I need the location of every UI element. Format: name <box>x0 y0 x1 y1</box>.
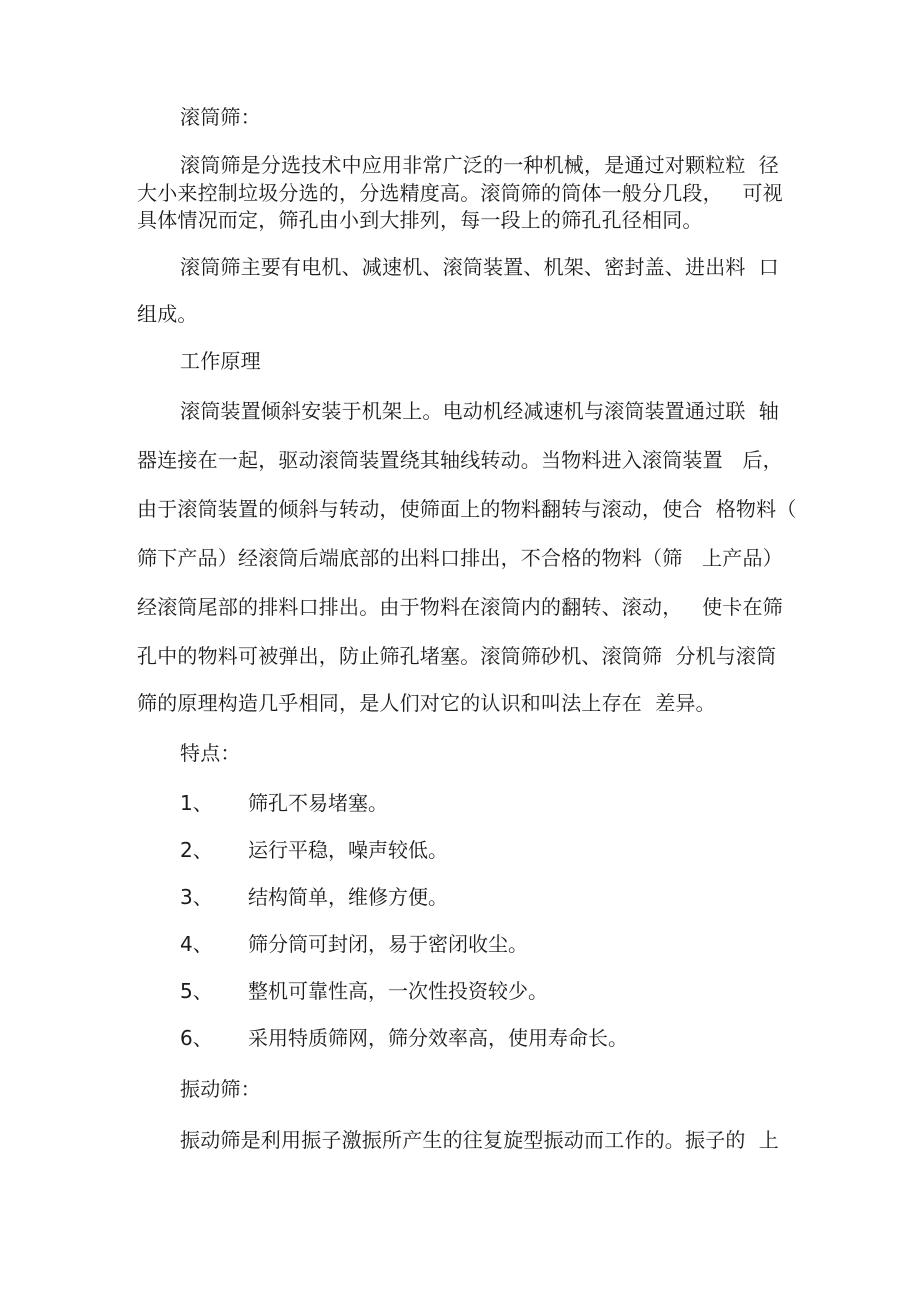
paragraph-line: 滚筒筛是分选技术中应用非常广泛的一种机械，是通过对颗粒粒 径 <box>180 153 779 177</box>
list-item-text: 采用特质筛网，筛分效率高，使用寿命长。 <box>248 1026 628 1050</box>
paragraph-line: 滚筒装置倾斜安装于机架上。电动机经减速机与滚筒装置通过联 轴 <box>180 399 779 423</box>
paragraph-line: 滚筒筛主要有电机、减速机、滚筒装置、机架、密封盖、进出料 口 <box>180 255 779 279</box>
section-heading-working-principle: 工作原理 <box>180 349 261 373</box>
paragraph-line: 具体情况而定，筛孔由小到大排列，每一段上的筛孔孔径相同。 <box>137 208 703 232</box>
list-item-text: 运行平稳，噪声较低。 <box>248 838 448 862</box>
list-item-text: 筛分筒可封闭，易于密闭收尘。 <box>248 932 528 956</box>
list-item-number: 2、 <box>180 838 213 862</box>
list-item-number: 1、 <box>180 791 213 815</box>
list-item-number: 6、 <box>180 1026 213 1050</box>
section-heading-features: 特点： <box>180 741 241 765</box>
paragraph-line: 孔中的物料可被弹出，防止筛孔堵塞。滚筒筛砂机、滚筒筛 分机与滚筒 <box>137 644 777 668</box>
list-item-text: 结构简单，维修方便。 <box>248 885 448 909</box>
list-item-text: 整机可靠性高，一次性投资较少。 <box>248 979 548 1003</box>
list-item-number: 5、 <box>180 979 213 1003</box>
paragraph-line: 组成。 <box>137 302 198 326</box>
section-heading-vibrating-screen: 振动筛： <box>180 1077 261 1101</box>
paragraph-line: 筛下产品）经滚筒后端底部的出料口排出，不合格的物料（筛 上产品） <box>137 546 783 570</box>
paragraph-line: 振动筛是利用振子激振所产生的往复旋型振动而工作的。振子的 上 <box>180 1128 779 1152</box>
list-item-number: 4、 <box>180 932 213 956</box>
list-item-number: 3、 <box>180 885 213 909</box>
paragraph-line: 器连接在一起，驱动滚筒装置绕其轴线转动。当物料进入滚筒装置 后， <box>137 448 783 472</box>
section-heading-drum-screen: 滚筒筛： <box>180 105 261 129</box>
paragraph-line: 由于滚筒装置的倾斜与转动，使筛面上的物料翻转与滚动，使合 格物料（ <box>137 497 797 521</box>
paragraph-line: 大小来控制垃圾分选的，分选精度高。滚筒筛的筒体一般分几段， 可视 <box>137 181 783 205</box>
paragraph-line: 经滚筒尾部的排料口排出。由于物料在滚筒内的翻转、滚动， 使卡在筛 <box>137 595 783 619</box>
list-item-text: 筛孔不易堵塞。 <box>248 791 388 815</box>
paragraph-line: 筛的原理构造几乎相同，是人们对它的认识和叫法上存在 差异。 <box>137 691 716 715</box>
